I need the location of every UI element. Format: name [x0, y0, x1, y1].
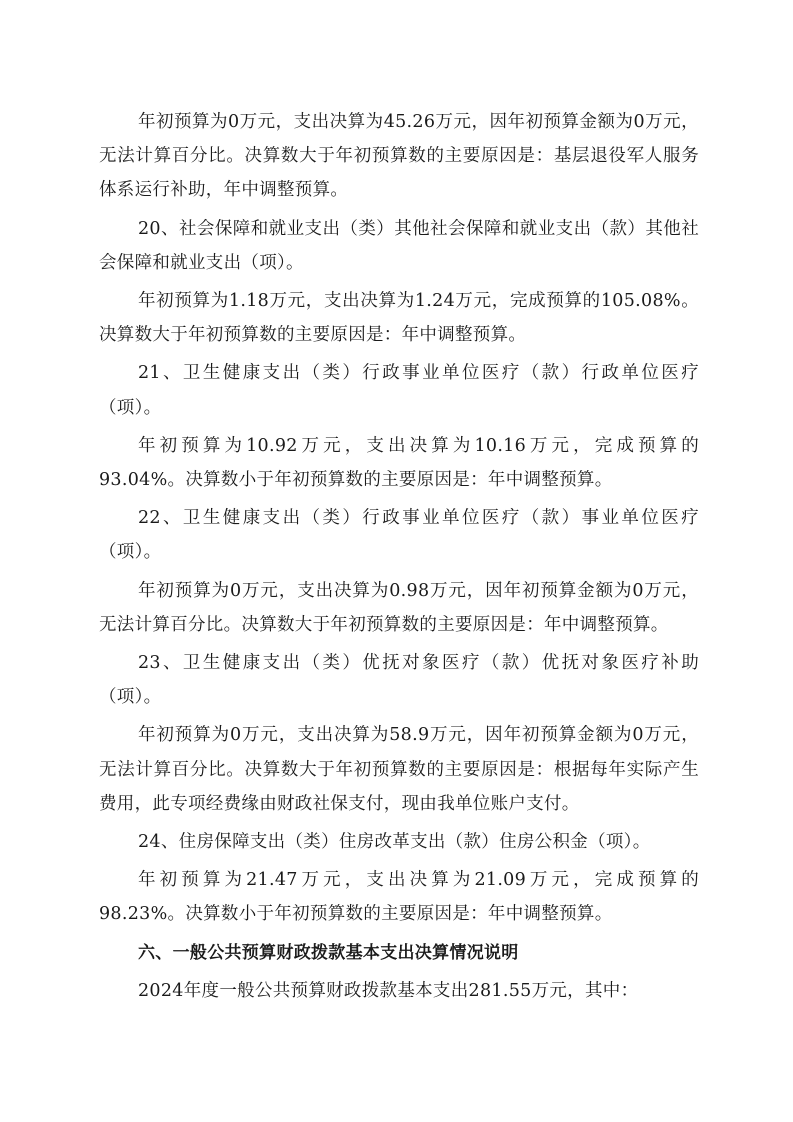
- paragraph-budget-retired-servicemen: 年初预算为0万元，支出决算为45.26万元，因年初预算金额为0万元，无法计算百分比。决算数大于年初预算数的主要原因是：基层退役军人服务体系运行补助，年中调整预算。: [99, 112, 699, 201]
- item-21-admin-unit-medical: 21、卫生健康支出（类）行政事业单位医疗（款）行政单位医疗（项）。: [99, 363, 699, 418]
- item-20-social-security: 20、社会保障和就业支出（类）其他社会保障和就业支出（款）其他社会保障和就业支出（项）。: [99, 218, 699, 273]
- closing-paragraph: 2024年度一般公共预算财政拨款基本支出281.55万元，其中：: [138, 980, 639, 1001]
- paragraph-budget-item-21: 年初预算为10.92万元，支出决算为10.16万元，完成预算的93.04%。决算数小于年初预算数的主要原因是：年中调整预算。: [99, 435, 699, 491]
- paragraph-budget-item-20: 年初预算为1.18万元，支出决算为1.24万元，完成预算的105.08%。决算数大于年初预算数的主要原因是：年中调整预算。: [99, 291, 699, 346]
- item-22-public-institution-medical: 22、卫生健康支出（类）行政事业单位医疗（款）事业单位医疗（项）。: [99, 508, 699, 563]
- section-heading: 六、一般公共预算财政拨款基本支出决算情况说明: [138, 942, 519, 963]
- item-23-special-care-medical: 23、卫生健康支出（类）优抚对象医疗（款）优抚对象医疗补助（项）。: [99, 653, 699, 708]
- document-body: [99, 105, 699, 1012]
- paragraph-budget-item-24: 年初预算为21.47万元，支出决算为21.09万元，完成预算的98.23%。决算数小于年初预算数的主要原因是：年中调整预算。: [99, 870, 699, 925]
- paragraph-budget-item-22: 年初预算为0万元，支出决算为0.98万元，因年初预算金额为0万元，无法计算百分比。决算数大于年初预算数的主要原因是：年中调整预算。: [99, 580, 699, 635]
- item-24-housing-fund: 24、住房保障支出（类）住房改革支出（款）住房公积金（项）。: [138, 832, 651, 853]
- paragraph-budget-item-23: 年初预算为0万元，支出决算为58.9万元，因年初预算金额为0万元，无法计算百分比。决算数大于年初预算数的主要原因是：根据每年实际产生费用，此专项经费缘由财政社保支付，现由我单位账户支付。: [99, 725, 699, 814]
